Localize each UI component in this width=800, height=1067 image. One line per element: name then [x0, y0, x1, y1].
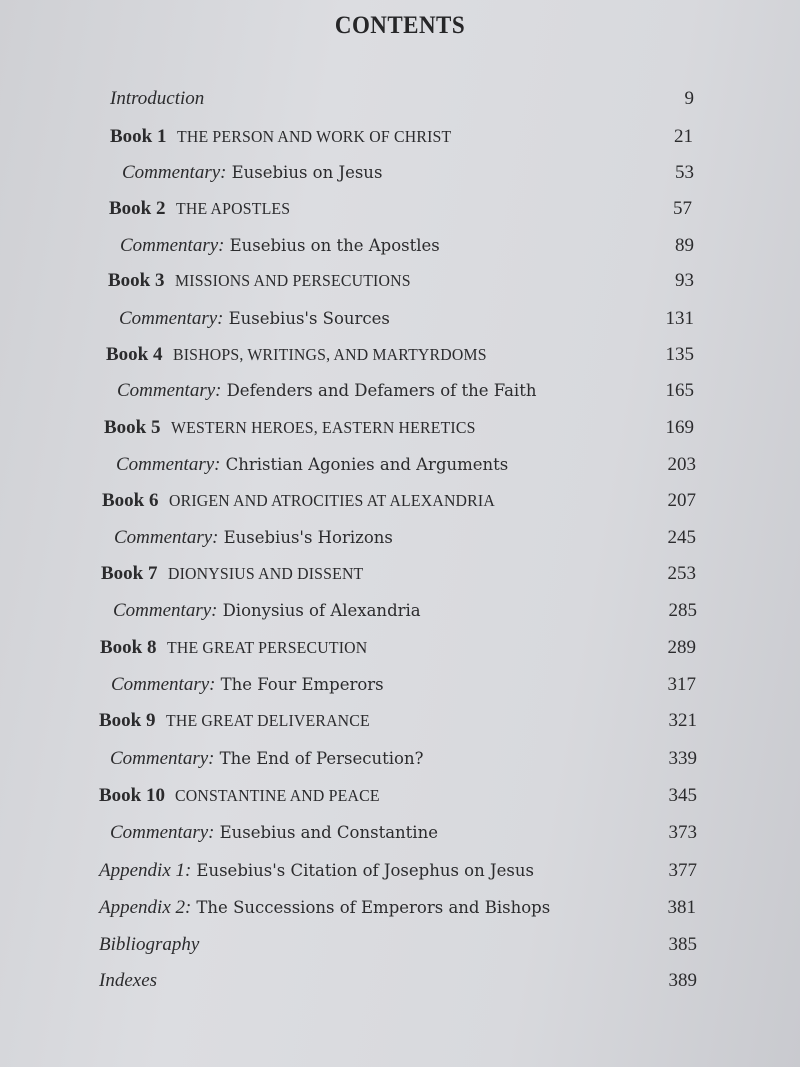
page-number: 21: [674, 126, 693, 147]
toc-entry: [0, 340, 694, 370]
toc-entry: [0, 596, 697, 626]
page-number: 93: [675, 270, 694, 291]
contents-heading: CONTENTS: [334, 12, 466, 39]
commentary-title: Dionysius of Alexandria: [222, 601, 421, 620]
toc-entry: [0, 966, 697, 996]
page-number: 345: [668, 785, 697, 806]
page-number: 53: [675, 162, 694, 183]
page-number: 57: [673, 198, 692, 219]
commentary-prefix: Commentary:: [110, 822, 215, 843]
appendix-title: Eusebius's Citation of Josephus on Jesus: [196, 861, 534, 880]
commentary-title: Eusebius on Jesus: [231, 163, 383, 182]
book-number: Book 5: [104, 417, 161, 438]
commentary-title: Christian Agonies and Arguments: [225, 455, 509, 474]
page-number: 289: [667, 637, 696, 658]
book-title: CONSTANTINE AND PEACE: [175, 786, 380, 805]
appendix-title: The Successions of Emperors and Bishops: [196, 898, 551, 917]
page-number: 389: [668, 970, 697, 991]
book-label: [102, 486, 519, 516]
entry-title: Indexes: [99, 970, 158, 991]
commentary-label: [113, 596, 421, 626]
entry-label: [110, 84, 204, 114]
book-title: MISSIONS AND PERSECUTIONS: [174, 271, 411, 290]
commentary-title: Eusebius's Sources: [228, 309, 390, 328]
toc-entry: [0, 304, 694, 334]
commentary-prefix: Commentary:: [110, 748, 215, 769]
commentary-prefix: Commentary:: [113, 600, 218, 621]
book-title: THE GREAT PERSECUTION: [166, 638, 368, 657]
page-number: 131: [665, 308, 694, 329]
page-number: 377: [668, 860, 697, 881]
commentary-prefix: Commentary:: [117, 380, 222, 401]
entry-title: Bibliography: [99, 934, 200, 955]
page-number: 165: [665, 380, 694, 401]
book-label: [108, 266, 428, 296]
commentary-label: [116, 450, 508, 480]
book-number: Book 9: [99, 710, 156, 731]
appendix-prefix: Appendix 2:: [99, 897, 192, 918]
commentary-prefix: Commentary:: [111, 674, 216, 695]
commentary-label: [110, 744, 423, 774]
page-number: 385: [668, 934, 697, 955]
commentary-label: [114, 523, 393, 553]
entry-label: [99, 966, 157, 996]
toc-entry: [0, 818, 697, 848]
appendix-label: [99, 893, 550, 923]
entry-label: [99, 930, 199, 960]
page-number: 203: [667, 454, 696, 475]
commentary-label: [122, 158, 382, 188]
page-number: 207: [667, 490, 696, 511]
toc-entry: [0, 523, 696, 553]
book-title: BISHOPS, WRITINGS, AND MARTYRDOMS: [172, 345, 487, 364]
page-number: 169: [665, 417, 694, 438]
commentary-title: The Four Emperors: [220, 675, 384, 694]
book-title: THE PERSON AND WORK OF CHRIST: [176, 127, 452, 146]
book-label: [101, 559, 378, 589]
toc-entry: [0, 706, 697, 736]
toc-entry: [0, 122, 693, 152]
toc-entry: [0, 670, 696, 700]
book-label: [104, 413, 498, 443]
book-label: [106, 340, 510, 370]
commentary-label: [110, 818, 438, 848]
toc-entry: [0, 930, 697, 960]
book-title: DIONYSIUS AND DISSENT: [167, 564, 364, 583]
commentary-prefix: Commentary:: [120, 235, 225, 256]
commentary-title: Eusebius on the Apostles: [229, 236, 440, 255]
commentary-label: [111, 670, 384, 700]
book-label: [99, 706, 385, 736]
book-title: WESTERN HEROES, EASTERN HERETICS: [170, 418, 476, 437]
book-number: Book 8: [100, 637, 157, 658]
book-number: Book 6: [102, 490, 159, 511]
book-label: [109, 194, 299, 224]
page-number: 89: [675, 235, 694, 256]
book-label: [99, 781, 395, 811]
toc-entry: [0, 781, 697, 811]
book-label: [100, 633, 382, 663]
commentary-title: Eusebius's Horizons: [223, 528, 393, 547]
page-number: 381: [667, 897, 696, 918]
page-number: 9: [684, 88, 694, 109]
commentary-prefix: Commentary:: [116, 454, 221, 475]
book-number: Book 2: [109, 198, 166, 219]
book-title: THE GREAT DELIVERANCE: [165, 711, 370, 730]
commentary-title: Defenders and Defamers of the Faith: [226, 381, 537, 400]
appendix-prefix: Appendix 1:: [99, 860, 192, 881]
page-number: 253: [667, 563, 696, 584]
toc-entry: [0, 376, 694, 406]
commentary-label: [117, 376, 536, 406]
toc-entry: [0, 450, 696, 480]
toc-entry: [0, 158, 694, 188]
book-label: [110, 122, 472, 152]
commentary-label: [120, 231, 440, 261]
page-number: 317: [667, 674, 696, 695]
commentary-title: The End of Persecution?: [219, 749, 424, 768]
entry-title: Introduction: [110, 88, 205, 109]
toc-entry: [0, 486, 696, 516]
book-number: Book 7: [101, 563, 158, 584]
page-number: 245: [667, 527, 696, 548]
toc-entry: [0, 744, 697, 774]
book-number: Book 1: [110, 126, 167, 147]
commentary-prefix: Commentary:: [119, 308, 224, 329]
book-title: THE APOSTLES: [175, 199, 290, 218]
toc-entry: [0, 266, 694, 296]
toc-entry: [0, 413, 694, 443]
page-number: 135: [665, 344, 694, 365]
page-number: 285: [668, 600, 697, 621]
toc-entry: [0, 559, 696, 589]
toc-entry: [0, 194, 692, 224]
page-number: 321: [668, 710, 697, 731]
book-number: Book 3: [108, 270, 165, 291]
book-number: Book 10: [99, 785, 165, 806]
commentary-prefix: Commentary:: [122, 162, 227, 183]
commentary-title: Eusebius and Constantine: [219, 823, 438, 842]
commentary-prefix: Commentary:: [114, 527, 219, 548]
toc-entry: [0, 856, 697, 886]
book-number: Book 4: [106, 344, 163, 365]
page-number: 339: [668, 748, 697, 769]
appendix-label: [99, 856, 534, 886]
toc-entry: [0, 893, 696, 923]
page-number: 373: [668, 822, 697, 843]
toc-entry: [0, 633, 696, 663]
book-title: ORIGEN AND ATROCITIES AT ALEXANDRIA: [168, 491, 495, 510]
toc-entry: [0, 231, 694, 261]
commentary-label: [119, 304, 390, 334]
toc-entry: [0, 84, 694, 114]
